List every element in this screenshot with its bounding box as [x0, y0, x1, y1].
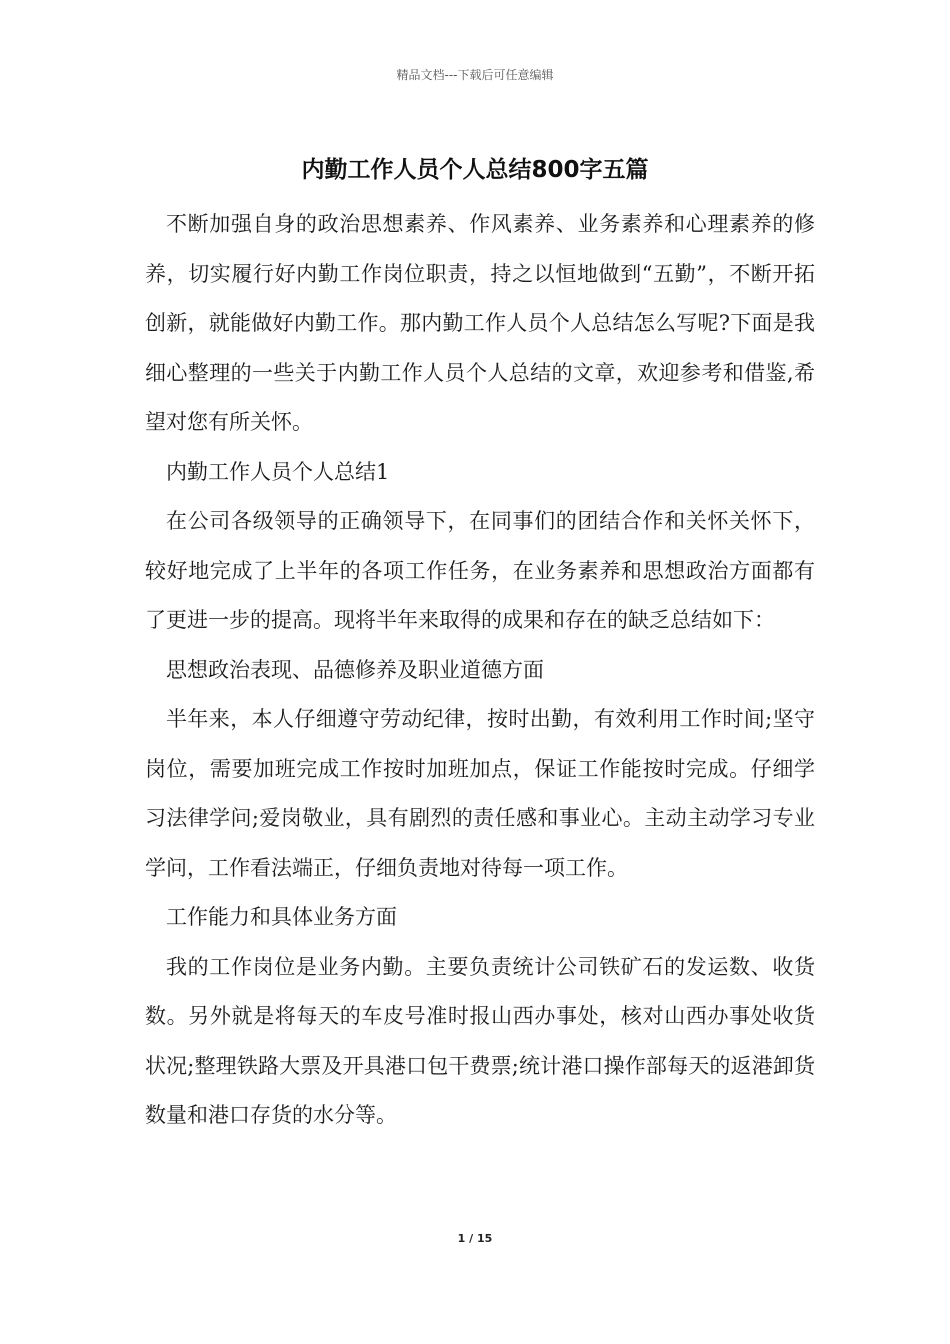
paragraph-ability: 我的工作岗位是业务内勤。主要负责统计公司铁矿石的发运数、收货数。另外就是将每天的车皮号准时报山西办事处，核对山西办事处收货状况;整理铁路大票及开具港口包干费票;统计港口操作部每天的返港卸货数量和港口存货的水分等。	[145, 954, 815, 1127]
section-heading-political: 思想政治表现、品德修养及职业道德方面	[166, 657, 544, 682]
paragraph-political: 半年来，本人仔细遵守劳动纪律，按时出勤，有效利用工作时间;坚守岗位，需要加班完成工作按时加班加点，保证工作能按时完成。仔细学习法律学问;爱岗敬业，具有剧烈的责任感和事业心。主动主动学习专业学问，工作看法端正，仔细负责地对待每一项工作。	[145, 707, 815, 880]
page-indicator: 1 / 15	[457, 1232, 493, 1245]
document-body	[145, 200, 815, 1141]
section-heading-ability: 工作能力和具体业务方面	[166, 905, 397, 929]
paragraph-intro: 不断加强自身的政治思想素养、作风素养、业务素养和心理素养的修养，切实履行好内勤工作岗位职责，持之以恒地做到“五勤”，不断开拓创新，就能做好内勤工作。那内勤工作人员个人总结怎么写呢?下面是我细心整理的一些关于内勤工作人员个人总结的文章，欢迎参考和借鉴,希望对您有所关怀。	[145, 212, 815, 434]
section-heading-summary-1: 内勤工作人员个人总结1	[166, 459, 390, 484]
page-header: 精品文档---下载后可任意编辑	[396, 68, 554, 82]
document-title: 内勤工作人员个人总结800字五篇	[301, 157, 649, 183]
paragraph-summary-1: 在公司各级领导的正确领导下，在同事们的团结合作和关怀关怀下，较好地完成了上半年的各项工作任务，在业务素养和思想政治方面都有了更进一步的提高。现将半年来取得的成果和存在的缺乏总结如下：	[145, 509, 815, 632]
